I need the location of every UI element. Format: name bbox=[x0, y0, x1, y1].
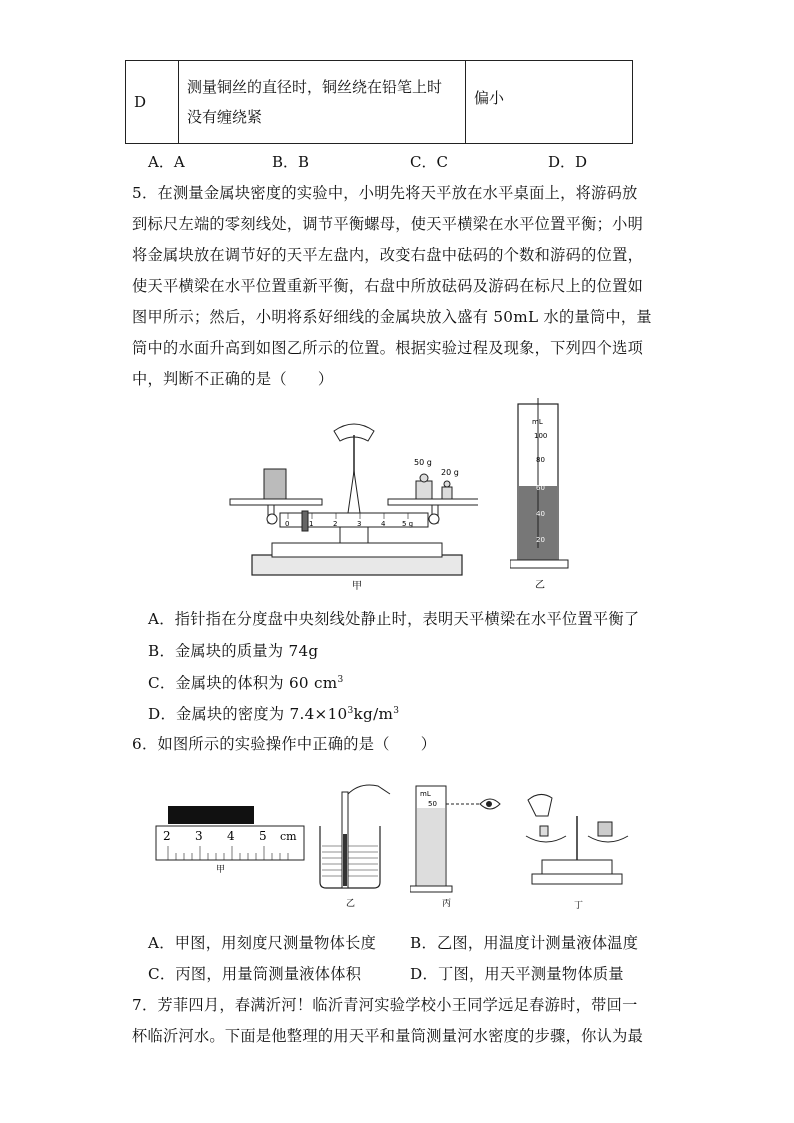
fig6-bing-caption: 丙 bbox=[442, 899, 452, 909]
ruler-object bbox=[168, 806, 254, 824]
q6-option-a[interactable]: A．甲图，用刻度尺测量物体长度 bbox=[148, 934, 377, 952]
q5-line-4: 使天平横梁在水平位置重新平衡，右盘中所放砝码及游码在标尺上的位置如 bbox=[132, 277, 644, 295]
weight-50-label: 50 g bbox=[414, 458, 432, 467]
q6-option-d[interactable]: D．丁图，用天平测量物体质量 bbox=[410, 965, 624, 983]
weight-20-label: 20 g bbox=[441, 468, 459, 477]
thermometer-figure bbox=[312, 780, 396, 910]
cyl2-unit: mL bbox=[420, 790, 431, 798]
fig-jia-caption: 甲 bbox=[352, 581, 362, 592]
q5-option-c[interactable]: C．金属块的体积为 60 $cm^3$ bbox=[148, 674, 344, 692]
cylinder-eye-figure bbox=[410, 776, 516, 910]
q5-line-6: 筒中的水面升高到如图乙所示的位置。根据实验过程及现象，下列四个选项 bbox=[132, 339, 644, 357]
cyl-tick-40: 40 bbox=[536, 510, 545, 518]
cyl-tick-80: 80 bbox=[536, 456, 545, 464]
q4-choice-c[interactable]: C．C bbox=[410, 153, 448, 171]
ruler-figure bbox=[150, 800, 310, 880]
fig6-ding-caption: 丁 bbox=[574, 901, 584, 911]
rider bbox=[302, 511, 308, 531]
ruler-tick-3: 3 bbox=[195, 829, 203, 843]
q6-option-c[interactable]: C．丙图，用量筒测量液体体积 bbox=[148, 965, 362, 983]
q4-desc-line2: 没有缠绕紧 bbox=[187, 108, 263, 126]
q4-row-description bbox=[179, 61, 466, 144]
cyl-tick-60: 60 bbox=[536, 484, 545, 492]
fig6-jia-caption: 甲 bbox=[216, 865, 226, 875]
balance-hand-figure bbox=[518, 790, 638, 912]
q7-line-1: 7．芳菲四月，春满沂河！临沂青河实验学校小王同学远足春游时，带回一 bbox=[132, 996, 638, 1014]
q6-stem: 6．如图所示的实验操作中正确的是（ ） bbox=[132, 735, 437, 753]
scale-tick-4: 4 bbox=[381, 520, 386, 528]
cyl-unit: mL bbox=[532, 418, 543, 426]
balance-figure bbox=[228, 395, 478, 595]
q5-line-7: 中，判断不正确的是（ ） bbox=[132, 370, 334, 388]
metal-block bbox=[264, 469, 286, 499]
cyl-tick-100: 100 bbox=[534, 432, 548, 440]
ruler-tick-5: 5 bbox=[259, 829, 267, 843]
scale-tick-1: 1 bbox=[309, 520, 314, 528]
q4-row-letter: D bbox=[126, 61, 179, 144]
q7-line-2: 杯临沂河水。下面是他整理的用天平和量筒测量河水密度的步骤，你认为最 bbox=[132, 1027, 644, 1045]
ruler-unit: cm bbox=[280, 830, 297, 843]
object-block bbox=[598, 822, 612, 836]
q4-desc-line1: 测量铜丝的直径时，铜丝绕在铅笔上时 bbox=[187, 78, 443, 96]
cylinder-figure bbox=[510, 398, 570, 598]
fig6-yi-caption: 乙 bbox=[346, 899, 356, 909]
cyl2-50: 50 bbox=[428, 800, 437, 808]
weight-50g bbox=[416, 481, 432, 499]
q4-choice-d[interactable]: D．D bbox=[548, 153, 588, 171]
q6-option-b[interactable]: B．乙图，用温度计测量液体温度 bbox=[410, 934, 639, 952]
scale-tick-0: 0 bbox=[285, 520, 290, 528]
q4-choice-b[interactable]: B．B bbox=[272, 153, 310, 171]
fig-yi-caption: 乙 bbox=[535, 580, 545, 591]
q5-option-b[interactable]: B．金属块的质量为 74g bbox=[148, 642, 319, 660]
q5-option-a[interactable]: A．指针指在分度盘中央刻线处静止时，表明天平横梁在水平位置平衡了 bbox=[148, 610, 640, 628]
hand-icon bbox=[528, 794, 552, 816]
ruler-tick-2: 2 bbox=[163, 829, 171, 843]
q4-option-table bbox=[125, 60, 633, 144]
q5-option-d[interactable]: D．金属块的密度为 $7.4\times 10^3kg/m^3$ bbox=[148, 705, 400, 723]
scale-tick-2: 2 bbox=[333, 520, 338, 528]
ruler-tick-4: 4 bbox=[227, 829, 235, 843]
q4-choice-a[interactable]: A．A bbox=[148, 153, 185, 171]
q5-line-1: 5．在测量金属块密度的实验中，小明先将天平放在水平桌面上，将游码放 bbox=[132, 184, 638, 202]
q5-line-5: 图甲所示；然后，小明将系好细线的金属块放入盛有 50mL 水的量筒中，量 bbox=[132, 308, 652, 326]
weight-20g bbox=[442, 487, 452, 499]
scale-tick-3: 3 bbox=[357, 520, 362, 528]
q4-row-result: 偏小 bbox=[466, 61, 633, 144]
cyl-tick-20: 20 bbox=[536, 536, 545, 544]
scale-tick-5: 5 g bbox=[402, 520, 414, 528]
q5-line-2: 到标尺左端的零刻线处，调节平衡螺母，使天平横梁在水平位置平衡；小明 bbox=[132, 215, 644, 233]
q5-line-3: 将金属块放在调节好的天平左盘内，改变右盘中砝码的个数和游码的位置， bbox=[132, 246, 644, 264]
